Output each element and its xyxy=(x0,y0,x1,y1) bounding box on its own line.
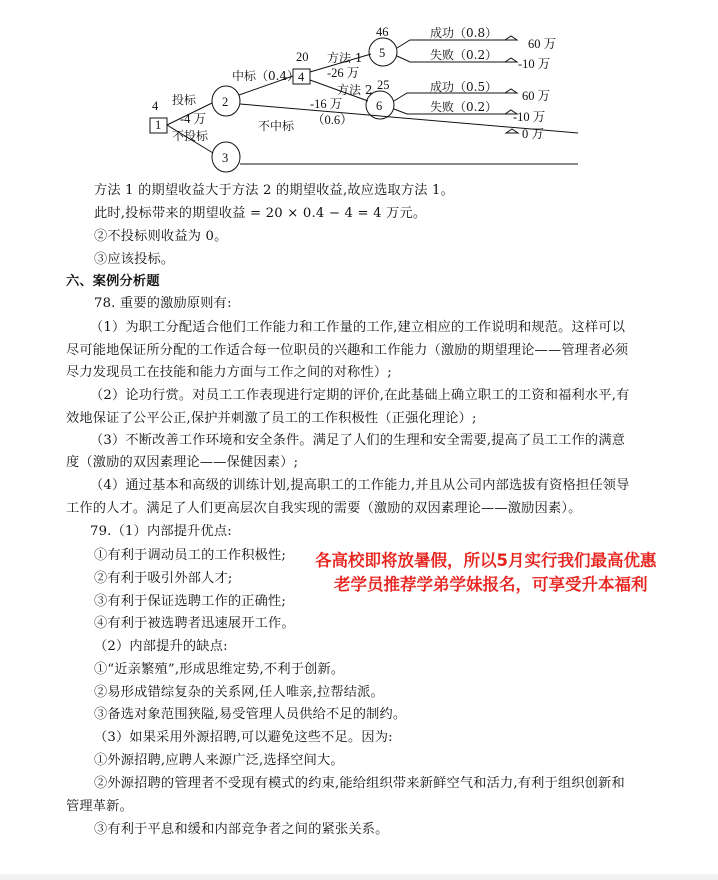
lose-cost: -16 万 xyxy=(310,97,343,111)
terminal-1 xyxy=(505,36,517,40)
edge-bid-label: 投标 xyxy=(172,93,197,107)
text-line: ①有利于调动员工的工作积极性; xyxy=(94,548,287,563)
edge-m1-success xyxy=(397,40,505,48)
text-line: ②不投标则收益为 0。 xyxy=(94,229,228,244)
text-line: ①“近亲繁殖”,形成思维定势,不利于创新。 xyxy=(94,662,345,677)
node-6-value: 25 xyxy=(377,78,390,92)
payoff-5: 0 万 xyxy=(522,127,544,141)
text-line: ①外源招聘,应聘人来源广泛,选择空间大。 xyxy=(94,753,344,768)
text-line: （2）内部提升的缺点: xyxy=(94,639,228,654)
text-line: （3）如果采用外源招聘,可以避免这些不足。因为: xyxy=(94,730,393,745)
payoff-4: -10 万 xyxy=(513,110,546,124)
section-heading: 六、案例分析题 xyxy=(66,274,160,289)
text-line: 78. 重要的激励原则有: xyxy=(94,296,232,311)
edge-no-bid-label: 不投标 xyxy=(172,129,209,143)
text-line: 度（激励的双因素理论——保健因素）; xyxy=(66,455,299,470)
text-line: 此时,投标带来的期望收益 = 20 × 0.4 − 4 = 4 万元。 xyxy=(94,206,427,221)
terminal-5 xyxy=(506,129,518,133)
m2-fail-label: 失败（0.2） xyxy=(430,100,498,114)
payoff-2: -10 万 xyxy=(518,57,551,71)
text-line: 79.（1）内部提升优点: xyxy=(90,524,232,539)
promo-line-1: 各高校即将放暑假，所以5月实行我们最高优惠 xyxy=(315,551,657,570)
node-5-label: 5 xyxy=(379,46,386,60)
node-1-value: 4 xyxy=(152,99,159,113)
m1-fail-label: 失败（0.2） xyxy=(430,48,498,62)
text-line: ③有利于平息和缓和内部竞争者之间的紧张关系。 xyxy=(94,822,389,837)
terminal-3 xyxy=(505,89,517,93)
page-bottom-edge xyxy=(0,874,718,880)
lose-prob: （0.6） xyxy=(312,113,353,127)
text-line: （2）论功行赏。对员工工作表现进行定期的评价,在此基础上确立职工的工资和福利水平,有 xyxy=(90,388,630,403)
method-2-label: 方法 2 xyxy=(337,83,373,97)
text-line: （4）通过基本和高级的训练计划,提高职工的工作能力,并且从公司内部选拔有资格担任领导 xyxy=(90,478,630,493)
node-5-value: 46 xyxy=(376,25,389,39)
method-1-label: 方法 1 xyxy=(327,51,363,65)
node-3-label: 3 xyxy=(222,151,229,165)
node-2-label: 2 xyxy=(222,95,229,109)
decision-tree-diagram xyxy=(0,0,718,180)
text-line: 工作的人才。满足了人们更高层次自我实现的需要（激励的双因素理论——激励因素）。 xyxy=(66,501,582,516)
node-1-label: 1 xyxy=(155,118,162,132)
payoff-1: 60 万 xyxy=(528,37,557,51)
text-line: ②有利于吸引外部人才; xyxy=(94,571,233,586)
edge-bid-cost: -4 万 xyxy=(180,112,207,126)
text-line: （1）为职工分配适合他们工作能力和工作量的工作,建立相应的工作说明和规范。这样可以 xyxy=(90,320,626,335)
edge-lose-label: 不中标 xyxy=(258,119,295,133)
text-line: ③有利于保证选聘工作的正确性; xyxy=(94,594,287,609)
method-1-cost: -26 万 xyxy=(327,66,360,80)
text-line: 尽可能地保证所分配的工作适合每一位职员的兴趣和工作能力（激励的期望理论——管理者必须 xyxy=(66,343,629,358)
text-line: 尽力发现员工在技能和能力方面与工作之间的对称性）; xyxy=(66,365,392,380)
promo-line-2: 老学员推荐学弟学妹报名，可享受升本福利 xyxy=(334,575,648,594)
payoff-3: 60 万 xyxy=(522,89,551,103)
text-line: ②外源招聘的管理者不受现有模式的约束,能给组织带来新鲜空气和活力,有利于组织创新和 xyxy=(94,776,625,791)
node-4-label: 4 xyxy=(298,70,305,84)
text-line: ③备选对象范围狭隘,易受管理人员供给不足的制约。 xyxy=(94,707,407,722)
text-line: 效地保证了公平公正,保护并刺激了员工的工作积极性（正强化理论）; xyxy=(66,411,477,426)
m1-success-label: 成功（0.8） xyxy=(430,26,498,40)
text-line: ④有利于被选聘者迅速展开工作。 xyxy=(94,616,295,631)
edge-win-label: 中标（0.4） xyxy=(232,69,300,83)
text-line: ③应该投标。 xyxy=(94,252,175,267)
m2-success-label: 成功（0.5） xyxy=(430,80,498,94)
terminal-2 xyxy=(505,58,517,62)
text-line: 方法 1 的期望收益大于方法 2 的期望收益,故应选取方法 1。 xyxy=(94,183,455,198)
node-4-value: 20 xyxy=(296,50,309,64)
text-line: 管理革新。 xyxy=(66,799,133,814)
text-line: （3）不断改善工作环境和安全条件。满足了人们的生理和安全需要,提高了员工工作的满意 xyxy=(90,433,626,448)
text-line: ②易形成错综复杂的关系网,任人唯亲,拉帮结派。 xyxy=(94,685,384,700)
node-6-label: 6 xyxy=(376,99,383,113)
